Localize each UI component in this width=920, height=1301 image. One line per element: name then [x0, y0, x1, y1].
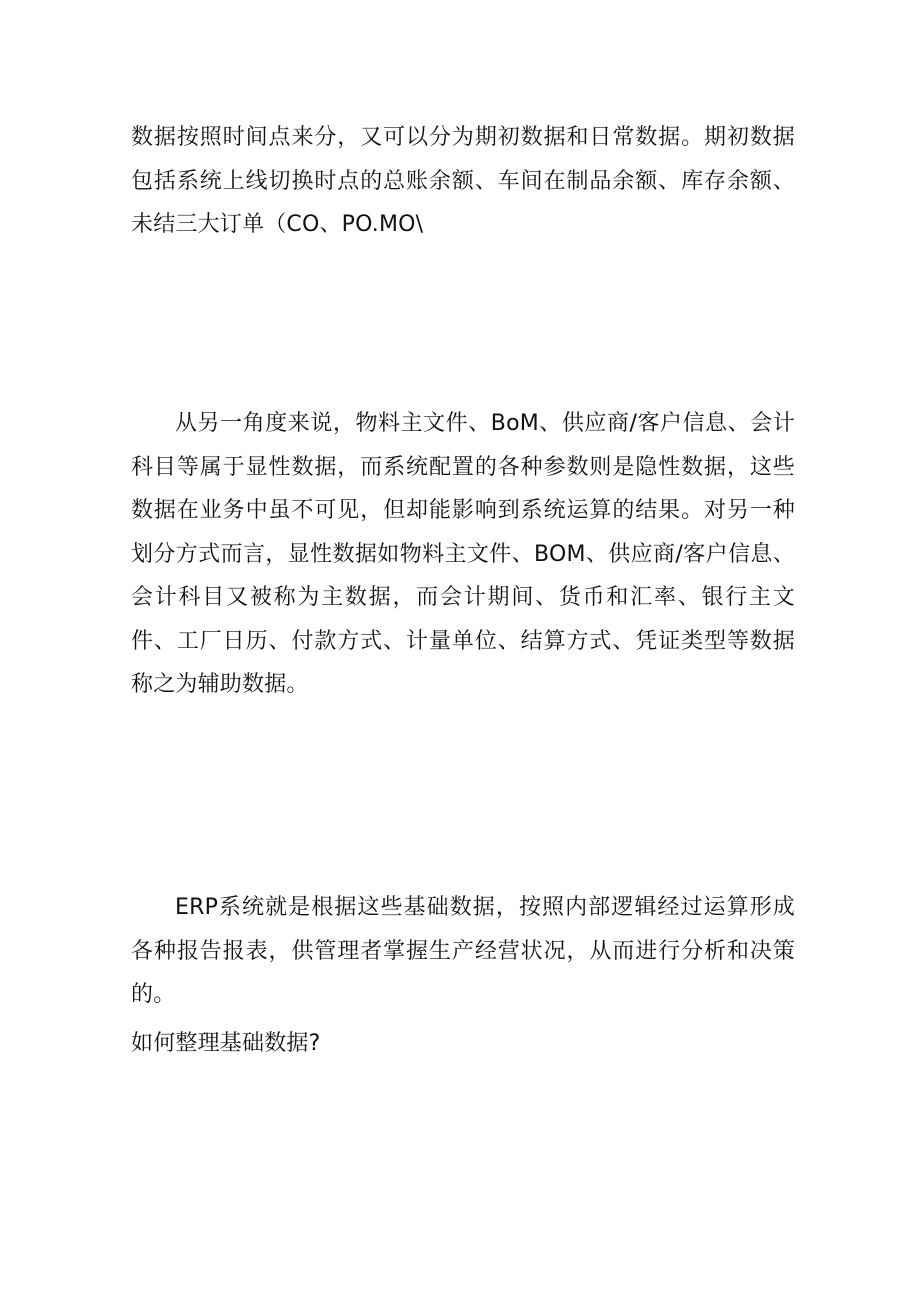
paragraph-data-classification: 数据按照时间点来分，又可以分为期初数据和日常数据。期初数据包括系统上线切换时点的总账余额、车间在制品余额、库存余额、未结三大订单（CO、PO.MO\: [131, 125, 795, 237]
paragraph-explicit-implicit-data: 从另一角度来说，物料主文件、BoM、供应商/客户信息、会计科目等属于显性数据，而系统配置的各种参数则是隐性数据，这些数据在业务中虽不可见，但却能影响到系统运算的结果。对另一种划分方式而言，显性数据如物料主文件、BOM、供应商/客户信息、会计科目又被称为主数据，而会计期间、货币和汇率、银行主文件、工厂日历、付款方式、计量单位、结算方式、凭证类型等数据称之为辅助数据。: [131, 411, 795, 697]
section-heading: 如何整理基础数据?: [131, 1031, 321, 1056]
paragraph-erp-system: ERP系统就是根据这些基础数据，按照内部逻辑经过运算形成各种报告报表，供管理者掌握生产经营状况，从而进行分析和决策的。: [131, 895, 795, 1007]
